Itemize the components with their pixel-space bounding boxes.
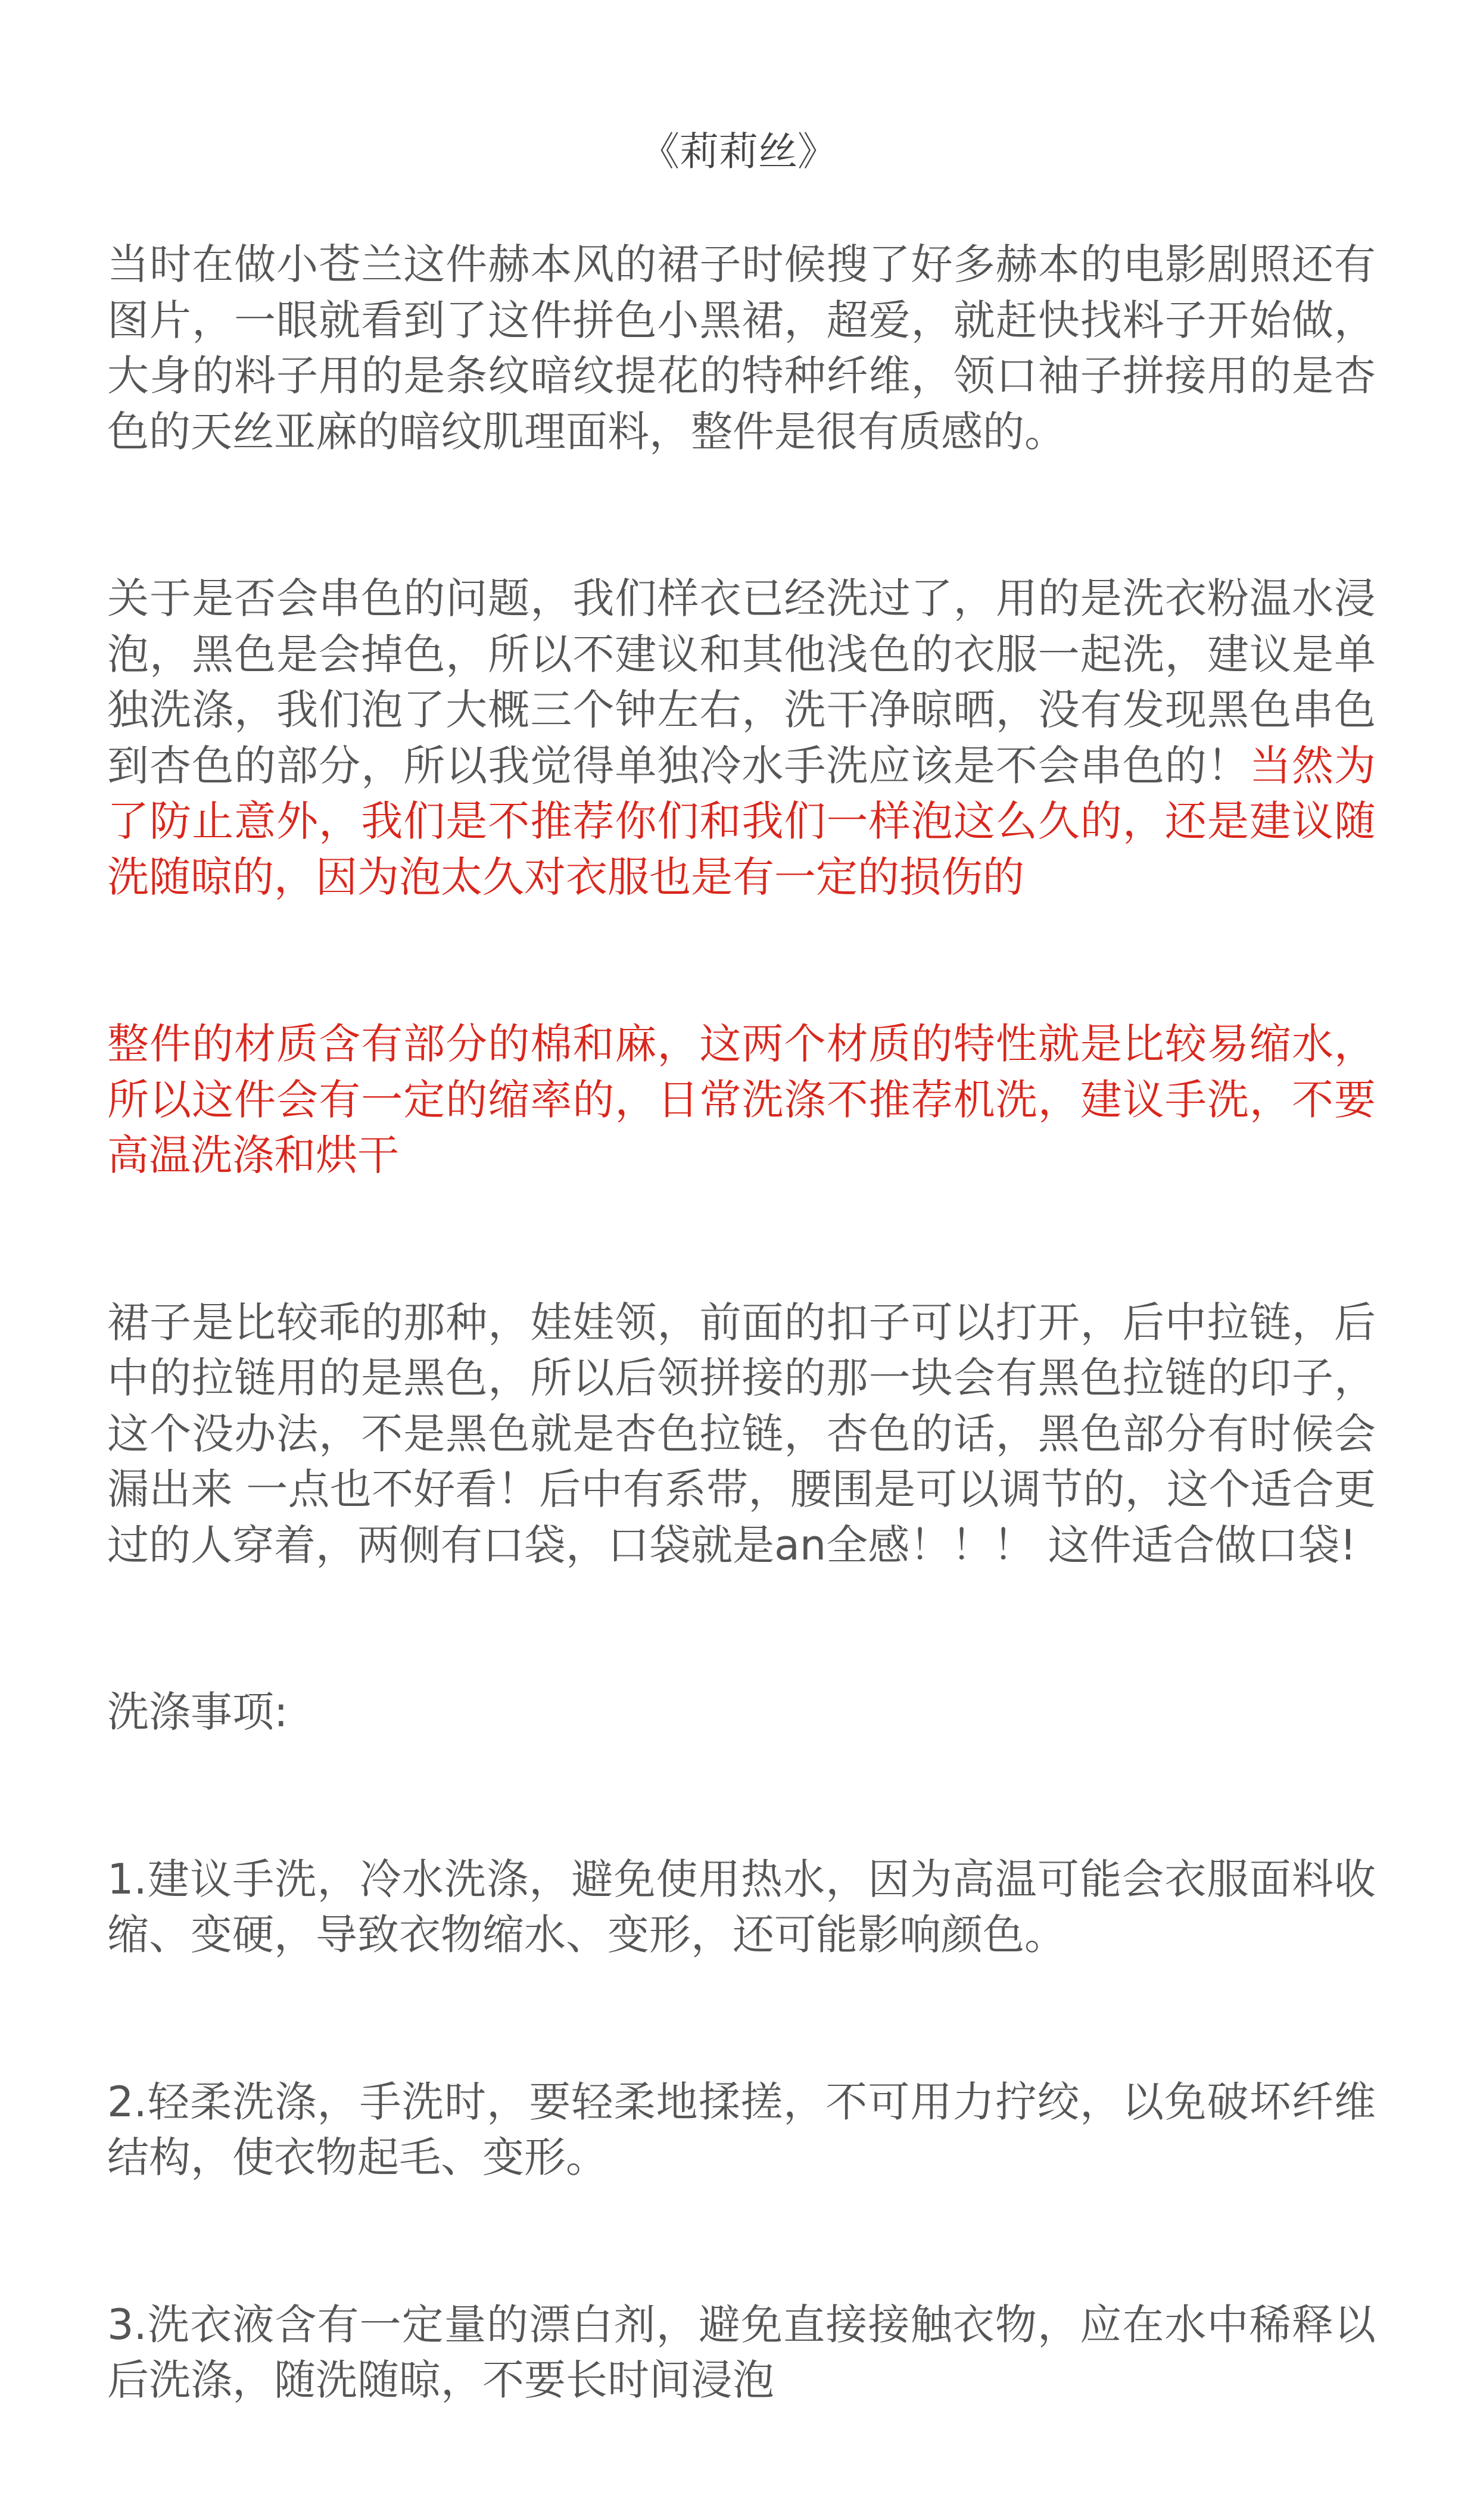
paragraph-text: 当时在做小苍兰这件赫本风的裙子时候搜了好多赫本的电影剧照还有图片，一眼就看到了这件拼色小黑裙，超爱，就赶快找料子开始做，大身的料子用的是条纹暗纹提花的特种纤维，领口袖子拼接用的是杏色的天丝亚麻的暗纹肌理面料，整件是很有质感的。 <box>107 240 1376 456</box>
paragraph-intro <box>107 237 1376 460</box>
washing-instruction-1 <box>107 1852 1376 1963</box>
washing-instruction-3 <box>107 2297 1376 2409</box>
instruction-text: 2.轻柔洗涤，手洗时，要轻柔地揉搓，不可用力拧绞，以免破坏纤维结构，使衣物起毛、变形。 <box>107 2077 1376 2182</box>
paragraph-color-bleeding <box>107 571 1376 905</box>
document-title: 《莉莉丝》 <box>640 129 837 174</box>
instruction-text: 1.建议手洗，冷水洗涤，避免使用热水，因为高温可能会衣服面料收缩、变硬，导致衣物缩水、变形，还可能影响颜色。 <box>107 1854 1376 1959</box>
paragraph-warning-text: 整件的材质含有部分的棉和麻，这两个材质的特性就是比较易缩水，所以这件会有一定的缩率的，日常洗涤不推荐机洗，建议手洗，不要高温洗涤和烘干 <box>107 1019 1376 1180</box>
paragraph-warning-text: 当然为了防止意外，我们是不推荐你们和我们一样泡这么久的，还是建议随洗随晾的，因为泡太久对衣服也是有一定的损伤的 <box>107 741 1376 902</box>
paragraph-text: 关于是否会串色的问题，我们样衣已经洗过了，用的是洗衣粉温水浸泡，黑色是会掉色，所以不建议和其他浅色的衣服一起洗，建议是单独洗涤，我们泡了大概三个钟左右，洗干净晾晒，没有发现黑色串色到杏色的部分，所以我觉得单独冷水手洗应该是不会串色的！ <box>107 574 1376 790</box>
washing-instruction-2 <box>107 2075 1376 2186</box>
paragraph-dress-details <box>107 1295 1376 1574</box>
paragraph-text: 裙子是比较乖的那种，娃娃领，前面的扣子可以打开，后中拉链，后中的拉链用的是黑色，所以后领拼接的那一块会有黑色拉链的印子，这个没办法，不是黑色就是杏色拉链，杏色的话，黑色部分有时候会漏出来 一点也不好看！后中有系带，腰围是可以调节的，这个适合更过的人穿着，两侧有口袋，口袋就是an全感！！！ 这件适合做口袋! <box>107 1298 1376 1570</box>
instruction-text: 3.洗衣液含有一定量的漂白剂，避免直接接触衣物，应在水中稀释以后洗涤，随洗随晾，不要长时间浸泡 <box>107 2300 1376 2404</box>
heading-text: 洗涤事项: <box>107 1688 288 1736</box>
washing-instructions-heading <box>107 1685 1376 1741</box>
document-body <box>107 237 1376 2520</box>
paragraph-material-shrinkage <box>107 1016 1376 1184</box>
